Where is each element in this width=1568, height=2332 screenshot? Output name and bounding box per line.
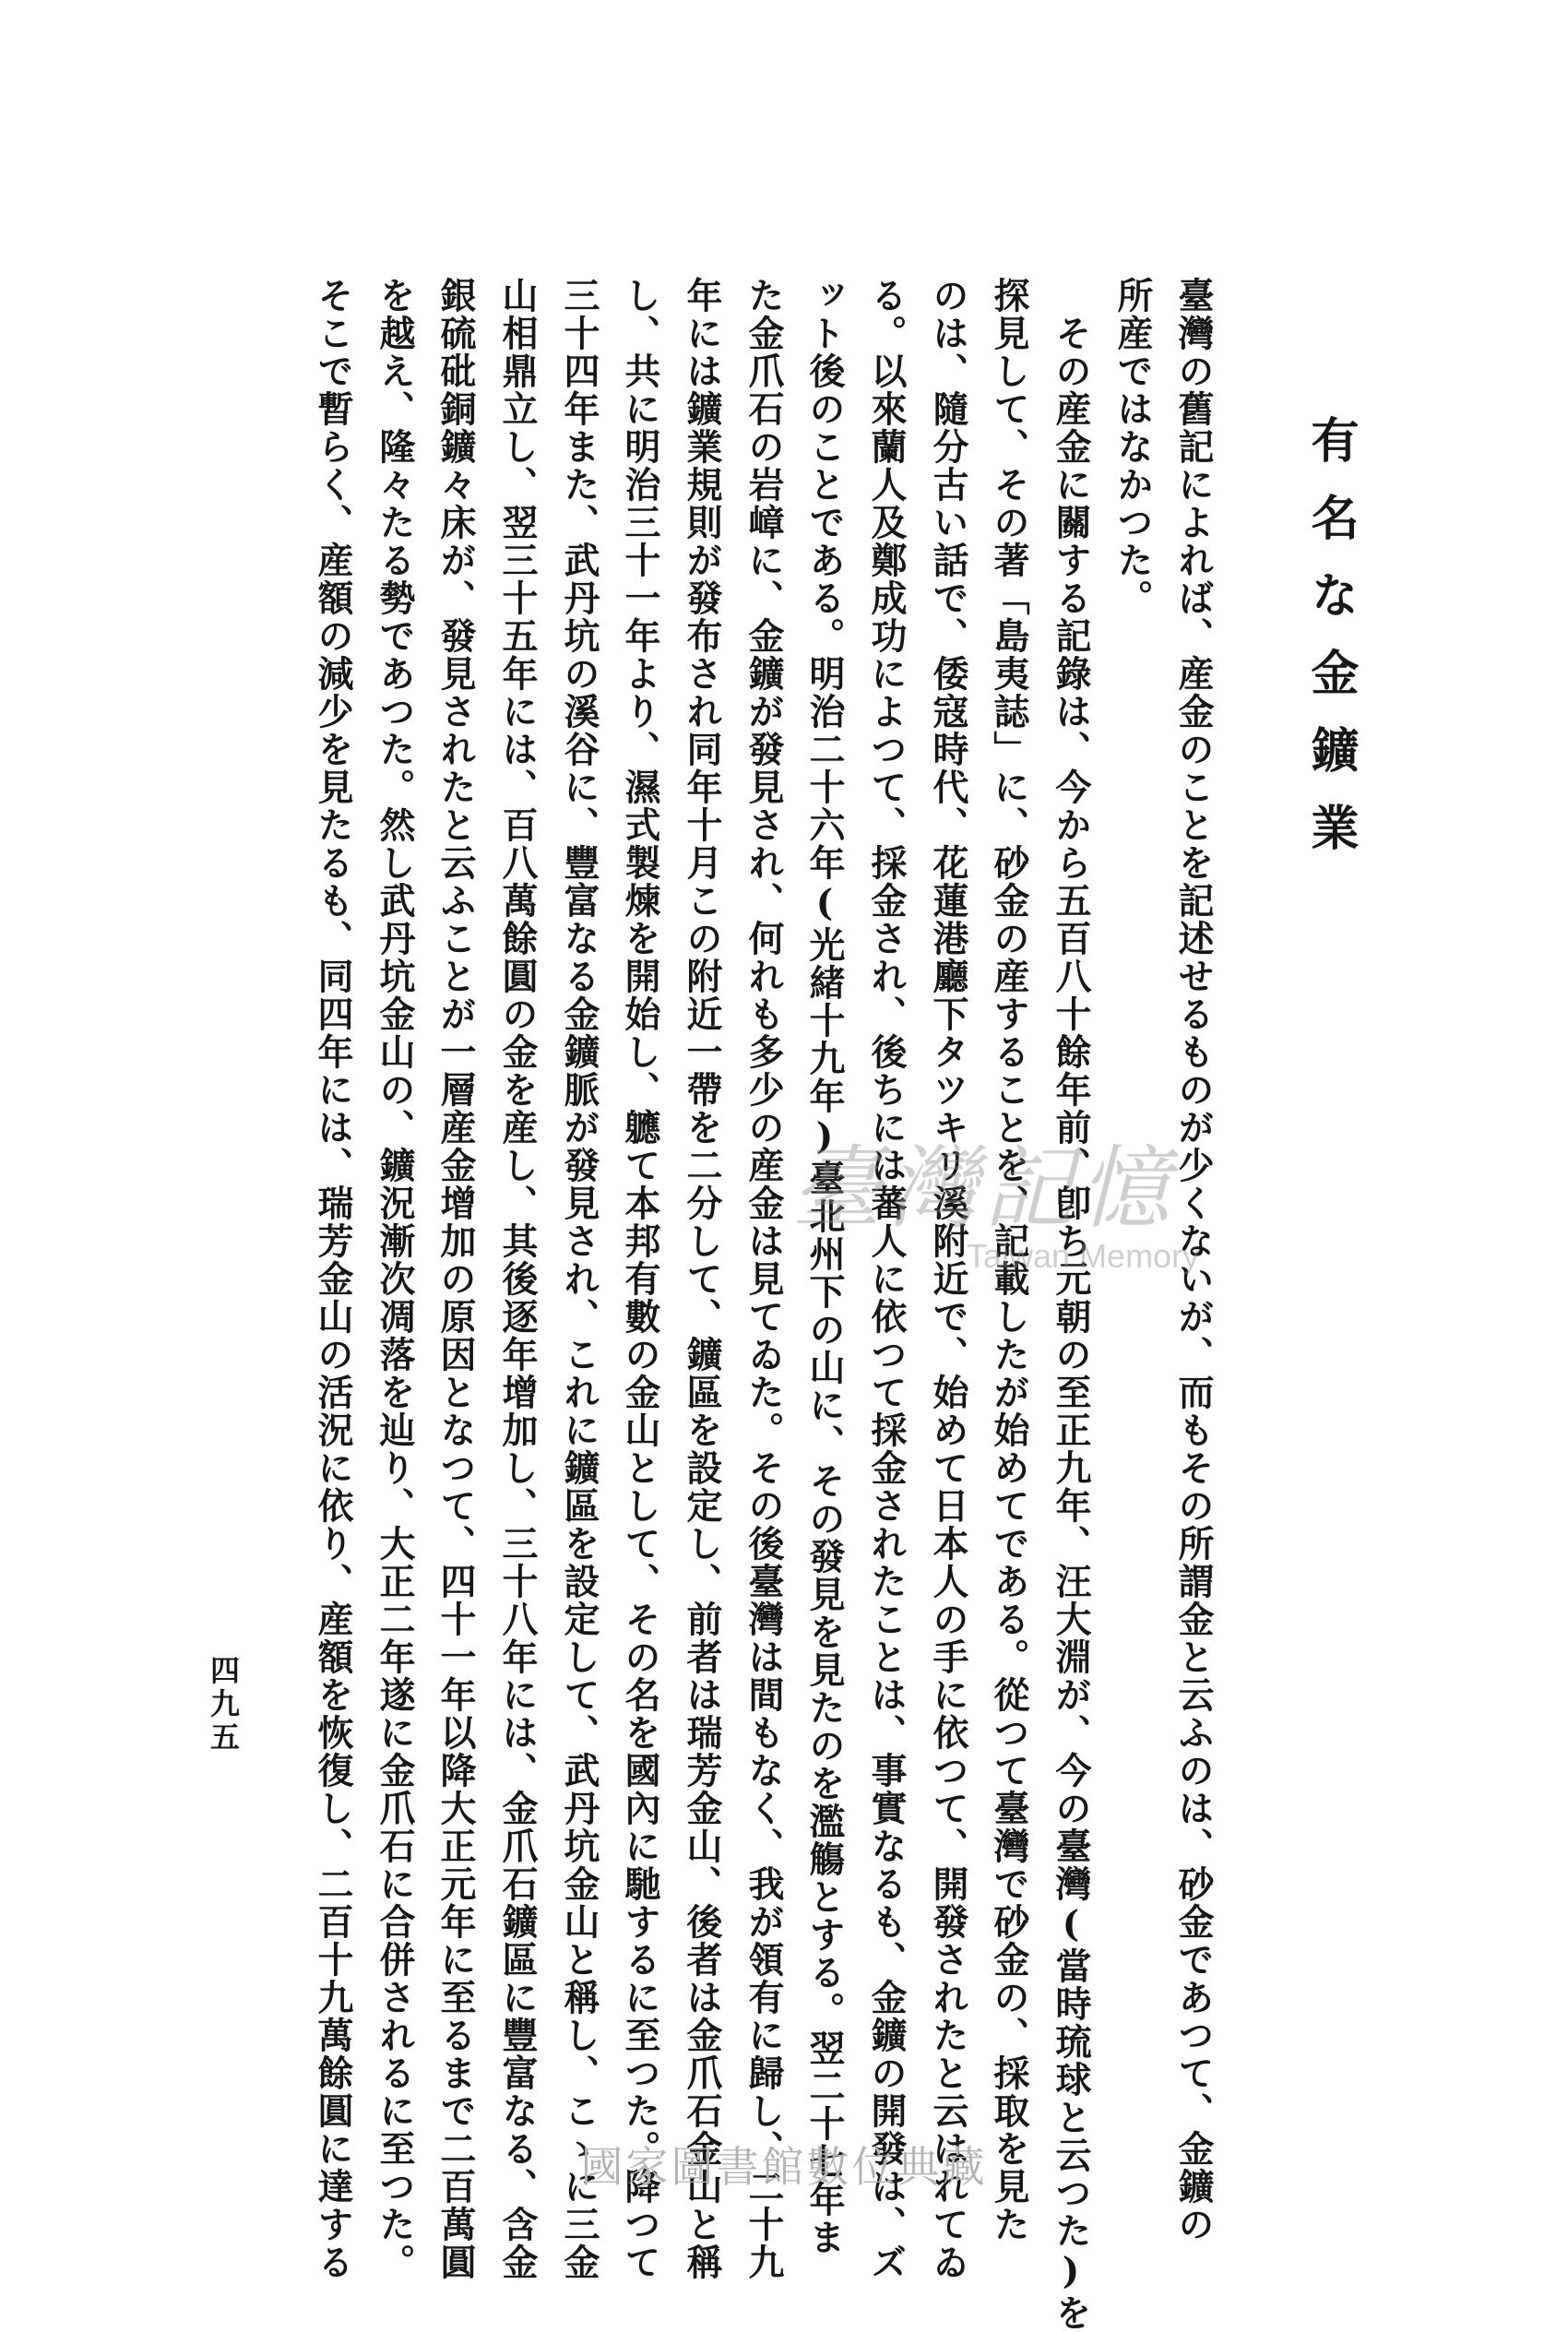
text-column: のは、隨分古い話で、倭寇時代、花蓮港廳下タツキリ溪附近で、始めて日本人の手に依つて、開發されたと云はれてゐ bbox=[927, 277, 969, 2281]
text-column: そこで暫らく、産額の減少を見たるも、同四年には、瑞芳金山の活況に依り、産額を恢復し、二百十九萬餘圓に達する bbox=[312, 277, 354, 2281]
watermark-subtext: Taiwan Memory bbox=[967, 1237, 1200, 1275]
text-column: た金爪石の岩嶂に、金鑛が發見され、何れも多少の産金は見てゐた。その後臺灣は間もなく、我が領有に歸し、二十九 bbox=[742, 277, 785, 2281]
footer-credit: 國家圖書館數位典藏 bbox=[580, 2142, 988, 2192]
section-title: 有名な金鑛業 bbox=[1302, 415, 1359, 880]
text-column: を越え、隆々たる勢であつた。然し武丹坑金山の、鑛況漸次凋落を辿り、大正二年遂に金爪石に合併されるに至つた。 bbox=[374, 277, 416, 2281]
watermark-logo bbox=[791, 1136, 1308, 1291]
text-column: 三十四年また、武丹坑の溪谷に、豐富なる金鑛脈が發見され、これに鑛區を設定して、武丹坑金山と稱し、こゝに三金 bbox=[558, 277, 600, 2281]
text-column: し、共に明治三十一年より、濕式製煉を開始し、軈て本邦有數の金山として、その名を國內に馳するに至つた。降つて bbox=[619, 277, 661, 2281]
text-column: ット後のことである。明治二十六年(光緒十九年)臺北州下の山に、その發見を見たのを濫觴とする。翌二十七年ま bbox=[803, 277, 846, 2256]
text-column: その産金に關する記錄は、今から五百八十餘年前、卽ち元朝の至正九年、汪大淵が、今の臺灣(當時琉球と云つた)を bbox=[1050, 315, 1092, 2332]
text-column: 臺灣の舊記によれば、産金のことを記述せるものが少くないが、而もその所謂金と云ふのは、砂金であつて、金鑛の bbox=[1172, 277, 1215, 2243]
text-column: 所産ではなかつた。 bbox=[1111, 277, 1154, 617]
text-column: 探見して、その著「島夷誌」に、砂金の産することを、記載したが始めてである。從つて臺灣で砂金の、採取を見た bbox=[988, 277, 1030, 2243]
watermark-text: 臺灣記憶 bbox=[791, 1136, 1176, 1242]
text-column: 年には鑛業規則が發布され同年十月この附近一帶を二分して、鑛區を設定し、前者は瑞芳金山、後者は金爪石金山と稱 bbox=[681, 277, 723, 2281]
page-number: 四九五 bbox=[206, 1655, 241, 1755]
text-column: る。以來蘭人及鄭成功によつて、採金され、後ちには蕃人に依つて採金されたことは、事實なるも、金鑛の開發は、ズ bbox=[865, 277, 908, 2281]
text-column: 山相鼎立し、翌三十五年には、百八萬餘圓の金を産し、其後逐年增加し、三十八年には、金爪石鑛區に豐富なる、含金 bbox=[496, 277, 539, 2281]
text-column: 銀硫砒銅鑛々床が、發見されたと云ふことが一層産金增加の原因となつて、四十一年以降大正元年に至るまで二百萬圓 bbox=[434, 277, 477, 2281]
